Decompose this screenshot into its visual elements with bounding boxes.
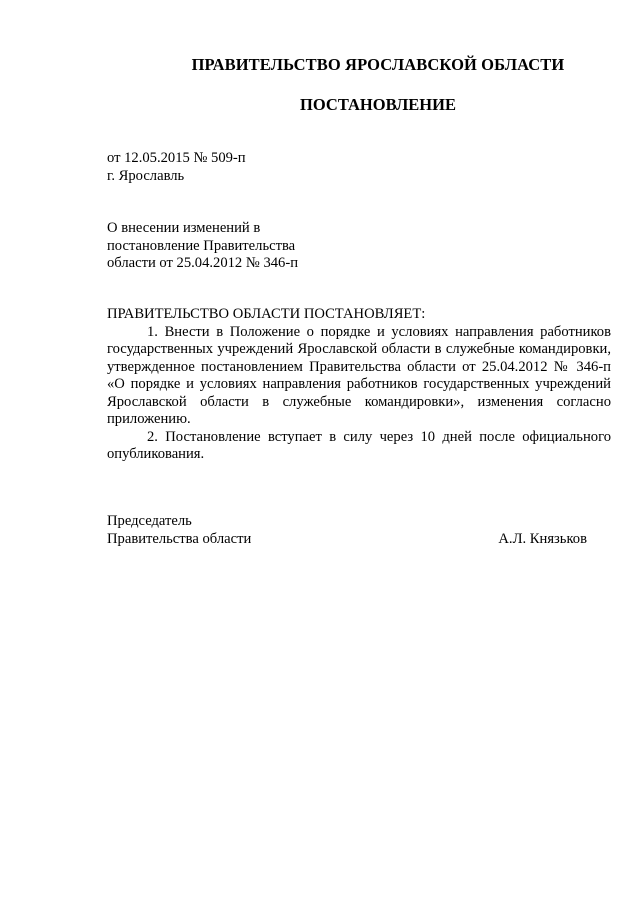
signer-name: А.Л. Князьков: [498, 530, 587, 547]
body-paragraph-2: 2. Постановление вступает в силу через 10 дней после официального опубликования.: [107, 428, 611, 462]
city: г. Ярославль: [107, 167, 185, 184]
subject-line: постановление Правительства: [107, 237, 296, 254]
signature-block: [107, 513, 587, 548]
subject-line: О внесении изменений в: [107, 220, 261, 236]
signature-row: [107, 531, 587, 549]
date-number: от 12.05.2015 № 509-п: [107, 150, 246, 166]
subject-line: области от 25.04.2012 № 346-п: [107, 255, 299, 271]
organization-title: ПРАВИТЕЛЬСТВО ЯРОСЛАВСКОЙ ОБЛАСТИ: [191, 55, 565, 74]
signer-position-line2: Правительства области: [107, 530, 252, 547]
signer-position-line1: Председатель: [107, 513, 192, 529]
document-meta: [107, 150, 246, 185]
document-body: [107, 306, 611, 464]
decree-phrase: ПРАВИТЕЛЬСТВО ОБЛАСТИ ПОСТАНОВЛЯЕТ:: [107, 306, 426, 322]
document-subject: [107, 220, 298, 273]
document-type-title: ПОСТАНОВЛЕНИЕ: [300, 95, 456, 114]
body-paragraph-1: 1. Внести в Положение о порядке и условиях направления работников государственных учреждений Ярославской области в служебные командировки, утвержденное постановлением Правительства области от 25.04.2012 № 346-п «О порядке и условиях направления работников государственных учреждений Ярославской области в служебные командировки», изменения согласно приложению.: [107, 323, 611, 427]
